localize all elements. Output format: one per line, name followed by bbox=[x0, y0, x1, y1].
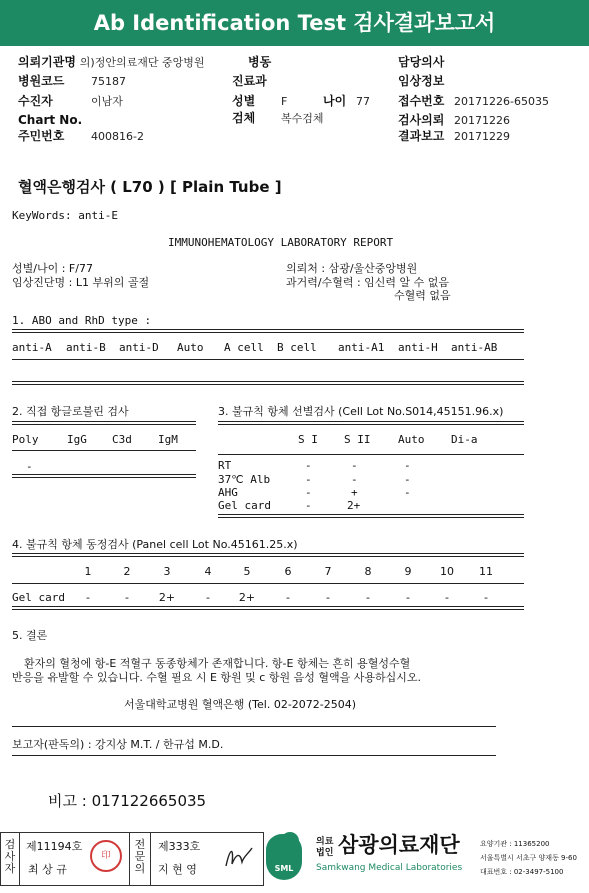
screen-col-auto: Auto bbox=[398, 433, 425, 446]
specialist-label: 전문의 bbox=[134, 838, 146, 875]
history-line-2: 수혈력 없음 bbox=[394, 289, 451, 302]
panel-cell-result: - bbox=[86, 591, 90, 604]
divider bbox=[12, 450, 196, 451]
screen-cell: - bbox=[305, 499, 312, 512]
specimen-label: 검체 bbox=[232, 111, 256, 125]
request-date-label: 검사의뢰 bbox=[398, 113, 445, 127]
conclusion-section-title: 5. 결론 bbox=[12, 629, 48, 642]
resident-id-label: 주민번호 bbox=[18, 129, 65, 143]
panel-cell-number: 10 bbox=[440, 565, 454, 578]
divider bbox=[12, 553, 524, 557]
panel-cell-number: 6 bbox=[284, 565, 292, 578]
divider bbox=[12, 359, 524, 360]
divider bbox=[150, 832, 151, 886]
diagnosis-line: 임상진단명 : L1 부위의 골절 bbox=[12, 276, 150, 289]
inspector-number: 제11194호 bbox=[26, 840, 83, 853]
org-prefix: 의료법인 bbox=[316, 837, 334, 858]
abo-col-anti-ab: anti-AB bbox=[451, 341, 498, 354]
org-info-line-2: 서울특별시 서초구 양재동 9-60 bbox=[480, 854, 577, 862]
screen-cell: - bbox=[351, 473, 358, 486]
ward-label: 병동 bbox=[248, 55, 272, 69]
patient-name-value: 이남자 bbox=[91, 95, 123, 108]
abo-col-b-cell: B cell bbox=[277, 341, 317, 354]
signature-icon bbox=[220, 842, 256, 872]
dat-col-poly: Poly bbox=[12, 433, 39, 446]
panel-cell-result: - bbox=[484, 591, 488, 604]
request-date-value: 20171226 bbox=[454, 114, 510, 127]
receipt-label: 접수번호 bbox=[398, 94, 445, 108]
resident-id-value: 400816-2 bbox=[91, 130, 144, 143]
divider bbox=[12, 755, 496, 756]
report-date-value: 20171229 bbox=[454, 130, 510, 143]
divider bbox=[129, 832, 130, 886]
abo-section-title: 1. ABO and RhD type : bbox=[12, 314, 152, 327]
dat-col-igm: IgM bbox=[158, 433, 178, 446]
screen-cell: - bbox=[404, 473, 411, 486]
abo-col-anti-a: anti-A bbox=[12, 341, 52, 354]
panel-cell-number: 5 bbox=[243, 565, 251, 578]
panel-cell-result: - bbox=[445, 591, 449, 604]
report-title: Ab Identification Test 검사결과보고서 bbox=[0, 0, 589, 46]
org-english-name: Samkwang Medical Laboratories bbox=[316, 863, 463, 873]
institution-row bbox=[18, 55, 204, 70]
screen-cell: - bbox=[404, 459, 411, 472]
screening-section-title: 3. 불규칙 항체 선별검사 (Cell Lot No.S014,45151.96.x) bbox=[218, 405, 504, 418]
screen-cell: 2+ bbox=[347, 499, 361, 512]
chart-no-label: Chart No. bbox=[18, 113, 83, 127]
history-line-1: 과거력/수혈력 : 임신력 알 수 없음 bbox=[286, 276, 450, 289]
panel-cell-number: 3 bbox=[163, 565, 171, 578]
blood-bank-contact: 서울대학교병원 혈액은행 (Tel. 02-2072-2504) bbox=[124, 698, 357, 711]
screen-cell: - bbox=[305, 486, 312, 499]
panel-cell-number: 2 bbox=[123, 565, 131, 578]
institution-label: 의뢰기관명 bbox=[18, 55, 76, 69]
specialist-name: 지 현 영 bbox=[158, 863, 197, 876]
screen-cell: + bbox=[351, 486, 358, 499]
inspector-name: 최 상 규 bbox=[28, 863, 67, 876]
org-name: 삼광의료재단 bbox=[338, 833, 460, 857]
abo-col-a-cell: A cell bbox=[224, 341, 264, 354]
screen-row-label: 37℃ Alb bbox=[218, 473, 271, 486]
divider bbox=[218, 421, 524, 425]
dat-col-c3d: C3d bbox=[112, 433, 132, 446]
abo-col-anti-b: anti-B bbox=[66, 341, 106, 354]
keywords: KeyWords: anti-E bbox=[12, 209, 118, 222]
sml-logo-icon: SML bbox=[266, 834, 302, 880]
divider bbox=[218, 454, 524, 455]
section-title: 혈액은행검사 ( L70 ) [ Plain Tube ] bbox=[18, 178, 282, 196]
divider bbox=[12, 421, 196, 425]
abo-col-anti-h: anti-H bbox=[398, 341, 438, 354]
report-date-label: 결과보고 bbox=[398, 129, 445, 143]
panel-cell-result: 2+ bbox=[238, 591, 256, 604]
dat-value: - bbox=[26, 460, 33, 473]
divider bbox=[12, 381, 524, 385]
patient-name-label: 수진자 bbox=[18, 94, 53, 108]
panel-cell-result: - bbox=[406, 591, 410, 604]
divider bbox=[19, 832, 20, 886]
panel-row-label: Gel card bbox=[12, 591, 65, 604]
panel-cell-number: 8 bbox=[364, 565, 372, 578]
org-info-line-1: 요양기관 : 11365200 bbox=[480, 840, 550, 848]
divider bbox=[218, 514, 524, 518]
panel-cell-number: 11 bbox=[479, 565, 493, 578]
conclusion-line-2: 반응을 유발할 수 있습니다. 수혈 필요 시 E 항원 및 c 항원 음성 혈액을 사용하십시오. bbox=[12, 671, 421, 684]
hospital-code-label: 병원코드 bbox=[18, 74, 65, 88]
sex-value: F bbox=[281, 95, 288, 108]
sex-label: 성별 bbox=[232, 94, 256, 108]
clinical-info-label: 임상정보 bbox=[398, 74, 445, 88]
screen-cell: - bbox=[305, 459, 312, 472]
panel-cell-number: 7 bbox=[324, 565, 332, 578]
panel-cell-result: 2+ bbox=[158, 591, 176, 604]
dat-col-igg: IgG bbox=[67, 433, 87, 446]
screen-cell: - bbox=[351, 459, 358, 472]
specialist-number: 제333호 bbox=[158, 840, 201, 853]
divider bbox=[12, 726, 496, 727]
doctor-label: 담당의사 bbox=[398, 55, 445, 69]
hospital-code-value: 75187 bbox=[91, 75, 126, 88]
divider bbox=[12, 606, 524, 610]
inspector-label: 검사자 bbox=[4, 838, 16, 875]
specimen-value: 복수검체 bbox=[281, 112, 324, 125]
org-info-line-3: 대표번호 : 02-3497-5100 bbox=[480, 868, 564, 876]
institution-value: 의)정안의료재단 중앙병원 bbox=[79, 56, 205, 69]
sex-age-line: 성별/나이 : F/77 bbox=[12, 262, 93, 275]
panel-cell-number: 1 bbox=[84, 565, 92, 578]
screen-row-label: RT bbox=[218, 459, 232, 472]
divider bbox=[12, 474, 196, 478]
lab-report-title: IMMUNOHEMATOLOGY LABORATORY REPORT bbox=[168, 236, 394, 249]
divider bbox=[12, 583, 524, 584]
screen-col-dia: Di-a bbox=[451, 433, 478, 446]
panel-cell-result: - bbox=[326, 591, 330, 604]
seal-stamp-icon: 印 bbox=[90, 840, 122, 872]
remark: 비고 : 017122665035 bbox=[48, 792, 207, 810]
panel-cell-result: - bbox=[366, 591, 370, 604]
conclusion-line-1: 환자의 혈청에 항-E 적혈구 동종항체가 존재합니다. 항-E 항체는 흔히 용혈성수혈 bbox=[24, 657, 411, 670]
age-label: 나이 bbox=[323, 94, 347, 108]
receipt-value: 20171226-65035 bbox=[454, 95, 549, 108]
screen-cell: - bbox=[305, 473, 312, 486]
reporter-line: 보고자(판독의) : 강지상 M.T. / 한규섭 M.D. bbox=[12, 738, 224, 751]
panel-cell-result: - bbox=[206, 591, 210, 604]
panel-cell-result: - bbox=[125, 591, 129, 604]
panel-cell-number: 9 bbox=[404, 565, 412, 578]
abo-col-auto: Auto bbox=[177, 341, 204, 354]
abo-col-anti-a1: anti-A1 bbox=[338, 341, 385, 354]
dat-section-title: 2. 직접 항글로불린 검사 bbox=[12, 405, 129, 418]
screen-cell: - bbox=[404, 486, 411, 499]
requester-line: 의뢰처 : 삼광/울산중앙병원 bbox=[286, 262, 418, 275]
panel-cell-number: 4 bbox=[204, 565, 212, 578]
divider bbox=[12, 329, 524, 333]
screen-row-label: Gel card bbox=[218, 499, 271, 512]
screen-row-label: AHG bbox=[218, 486, 238, 499]
screen-col-s2: S II bbox=[344, 433, 371, 446]
panel-cell-result: - bbox=[286, 591, 290, 604]
department-label: 진료과 bbox=[232, 74, 267, 88]
screen-col-s1: S I bbox=[298, 433, 318, 446]
panel-section-title: 4. 불규칙 항체 동정검사 (Panel cell Lot No.45161.25.x) bbox=[12, 538, 298, 551]
age-value: 77 bbox=[356, 95, 370, 108]
abo-col-anti-d: anti-D bbox=[119, 341, 159, 354]
